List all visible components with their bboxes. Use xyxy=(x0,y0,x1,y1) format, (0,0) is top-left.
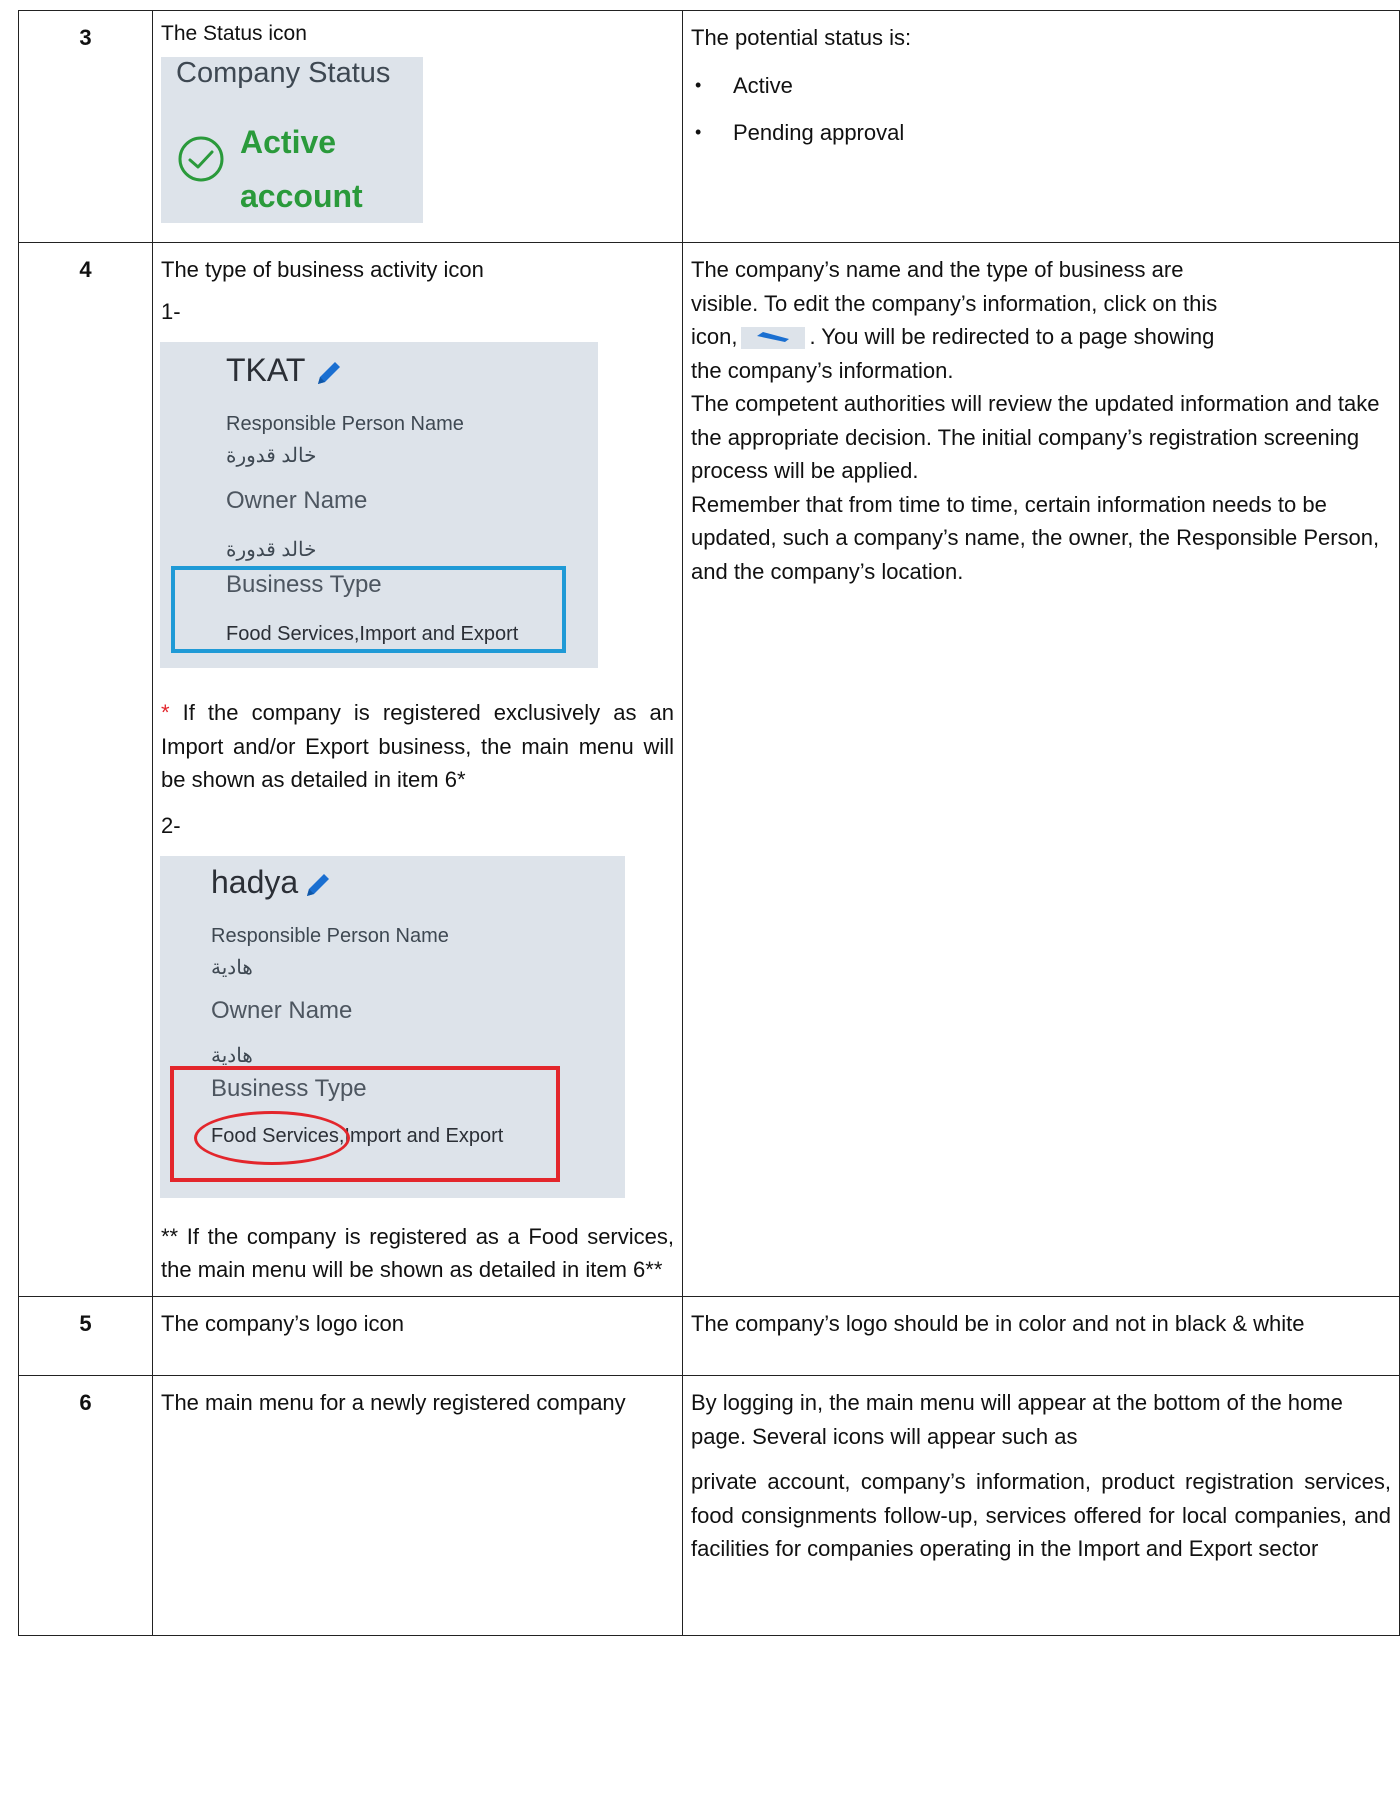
description-text: The Status icon xyxy=(161,22,307,45)
info-intro: The potential status is: xyxy=(691,25,912,50)
status-value xyxy=(240,115,363,223)
info-cell xyxy=(683,1376,1400,1636)
info-cell xyxy=(683,11,1400,243)
food-services-highlight xyxy=(194,1111,350,1165)
note-asterisk: * xyxy=(161,700,170,725)
item-1-label: 1- xyxy=(161,298,181,324)
table-row xyxy=(19,1376,1400,1636)
info-cell xyxy=(683,1297,1400,1376)
list-item: • Pending approval xyxy=(691,116,1391,150)
company-card-hadya xyxy=(160,856,625,1198)
edit-pencil-icon[interactable] xyxy=(314,358,344,388)
row-number: 6 xyxy=(19,1376,153,1636)
info-text: . You will be redirected to a page showing xyxy=(809,324,1215,349)
check-circle-icon xyxy=(177,135,225,183)
status-list xyxy=(691,69,1391,150)
pencil-icon xyxy=(755,330,791,344)
note-import-export xyxy=(161,696,674,797)
description-text: The main menu for a newly registered company xyxy=(161,1390,626,1415)
info-paragraph: Remember that from time to time, certain information needs to be updated, such a company’s name, the owner, the Responsible Person, and the company’s location. xyxy=(691,491,1380,584)
row-number: 5 xyxy=(19,1297,153,1376)
business-type-value: Food Services,Import and Export xyxy=(226,623,519,645)
item-2-label: 2- xyxy=(161,812,181,838)
company-status-card xyxy=(161,57,423,223)
info-paragraph: private account, company’s information, product registration services, food consignments follow-up, services offered for local companies, and facilities for companies operating in the Import and Export sector xyxy=(691,1469,1391,1561)
info-text: icon, xyxy=(691,324,738,349)
row-number: 3 xyxy=(19,11,153,243)
info-paragraph: The competent authorities will review the updated information and take the appropriate decision. The initial company’s registration screening process will be applied. xyxy=(691,391,1380,483)
responsible-person-value: خالد قدورة xyxy=(226,445,317,467)
business-type-value: Food Services,Import and Export xyxy=(211,1125,504,1147)
owner-name-label: Owner Name xyxy=(211,997,353,1024)
row-number: 4 xyxy=(19,243,153,1297)
info-line xyxy=(691,320,1391,354)
description-text: The type of business activity icon xyxy=(161,257,484,282)
description-cell xyxy=(153,11,683,243)
business-type-label: Business Type xyxy=(226,571,382,598)
company-name: hadya xyxy=(211,864,299,900)
description-cell xyxy=(153,1376,683,1636)
edit-pencil-icon[interactable] xyxy=(303,870,333,900)
info-line: visible. To edit the company’s information, click on this xyxy=(691,290,1218,316)
company-name: TKAT xyxy=(226,352,306,388)
inline-edit-icon xyxy=(741,327,805,349)
responsible-person-label: Responsible Person Name xyxy=(211,925,449,947)
company-card-tkat xyxy=(160,342,598,668)
list-item: • Active xyxy=(691,69,1391,103)
table-row xyxy=(19,11,1400,243)
owner-name-value: خالد قدورة xyxy=(226,539,317,561)
business-type-label: Business Type xyxy=(211,1075,367,1102)
instructions-table xyxy=(18,10,1400,1636)
table-row xyxy=(19,1297,1400,1376)
status-value-line1: Active xyxy=(240,124,337,160)
description-text: The company’s logo icon xyxy=(161,1311,404,1336)
responsible-person-value: هادية xyxy=(211,957,253,979)
description-cell xyxy=(153,1297,683,1376)
owner-name-value: هادية xyxy=(211,1045,253,1067)
info-line: the company’s information. xyxy=(691,357,954,383)
info-cell xyxy=(683,243,1400,1297)
info-line: The company’s name and the type of business are xyxy=(691,257,1184,282)
responsible-person-label: Responsible Person Name xyxy=(226,413,464,435)
note-text: If the company is registered exclusively as an Import and/or Export business, the main menu will be shown as detailed in item 6* xyxy=(161,700,674,792)
business-type-highlight xyxy=(171,566,566,653)
table-row xyxy=(19,243,1400,1297)
info-paragraph: The company’s logo should be in color and not in black & white xyxy=(691,1311,1305,1336)
note-food-services: ** If the company is registered as a Food services, the main menu will be shown as detailed in item 6** xyxy=(161,1224,674,1282)
owner-name-label: Owner Name xyxy=(226,487,368,514)
status-value-line2: account xyxy=(240,178,363,214)
info-paragraph: By logging in, the main menu will appear at the bottom of the home page. Several icons will appear such as xyxy=(691,1390,1343,1449)
status-card-title: Company Status xyxy=(176,57,391,89)
description-cell xyxy=(153,243,683,1297)
